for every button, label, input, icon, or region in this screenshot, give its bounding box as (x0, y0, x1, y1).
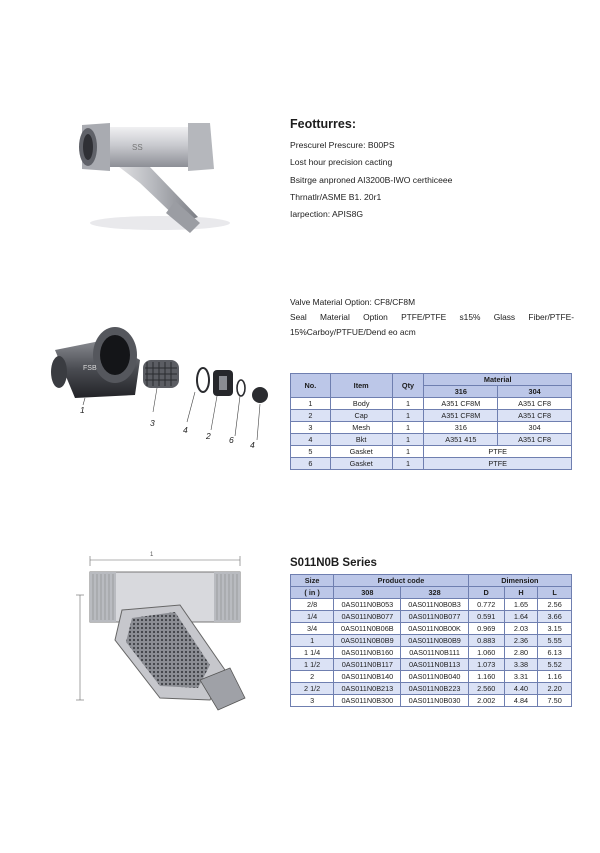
col-d: D (468, 587, 504, 599)
table-cell: 0.772 (468, 599, 504, 611)
svg-text:SS: SS (132, 143, 143, 152)
table-cell: 0AS011N0B077 (334, 611, 401, 623)
table-cell: Body (330, 398, 392, 410)
svg-text:FSB: FSB (83, 365, 97, 372)
col-l: L (538, 587, 572, 599)
size-table (290, 574, 572, 707)
table-row (291, 398, 572, 410)
exploded-view-photo (45, 300, 275, 450)
col-304: 304 (498, 386, 572, 398)
table-cell: 1/4 (291, 611, 334, 623)
col-size: Size (291, 575, 334, 587)
table-cell: 2 (291, 410, 331, 422)
callout-label: 4 (250, 440, 255, 450)
col-item: Item (330, 374, 392, 398)
table-cell: 2.002 (468, 695, 504, 707)
table-cell: 2.80 (504, 647, 538, 659)
table-cell: Mesh (330, 422, 392, 434)
table-cell: 5 (291, 446, 331, 458)
callout-label: 2 (206, 431, 211, 441)
table-cell: 0AS011N0B0B9 (334, 635, 401, 647)
col-product-code: Product code (334, 575, 468, 587)
table-cell: Gasket (330, 446, 392, 458)
table-cell: 1 1/2 (291, 659, 334, 671)
table-cell: 3 (291, 695, 334, 707)
table-cell: 1 (392, 434, 424, 446)
table-cell: A351 CF8 (498, 398, 572, 410)
table-cell: 2.560 (468, 683, 504, 695)
callout-label: 6 (229, 435, 234, 445)
parts-table (290, 373, 572, 470)
table-cell: A351 CF8 (498, 434, 572, 446)
features-list (290, 137, 452, 223)
feature-item: Bsitrge anproned AI3200B-IWO certhiceee (290, 174, 453, 185)
table-row (291, 635, 572, 647)
table-row (291, 683, 572, 695)
table-cell: 3.15 (538, 623, 572, 635)
table-cell: 1 (392, 398, 424, 410)
table-cell: 4 (291, 434, 331, 446)
col-no: No. (291, 374, 331, 398)
table-row (291, 446, 572, 458)
table-row (291, 434, 572, 446)
table-cell: 1 (392, 446, 424, 458)
col-size-unit: ( in ) (291, 587, 334, 599)
table-cell: A351 CF8 (498, 410, 572, 422)
table-cell: 0AS011N0B0B3 (401, 599, 468, 611)
table-cell: PTFE (424, 458, 572, 470)
table-cell: 0AS011N0B300 (334, 695, 401, 707)
col-code-304: 308 (334, 587, 401, 599)
table-cell: 1.160 (468, 671, 504, 683)
table-cell: 0AS011N0B140 (334, 671, 401, 683)
material-options (290, 295, 574, 340)
table-cell: 2.36 (504, 635, 538, 647)
table-row (291, 458, 572, 470)
table-cell: 0.883 (468, 635, 504, 647)
table-cell: 1 1/4 (291, 647, 334, 659)
table-cell: 0.969 (468, 623, 504, 635)
table-cell: 3.31 (504, 671, 538, 683)
table-cell: 5.55 (538, 635, 572, 647)
table-cell: 0AS011N0B06B (334, 623, 401, 635)
seal-material-option: Seal Material Option PTFE/PTFE s15% Glass Fiber/PTFE- (290, 312, 574, 322)
table-cell: 4.84 (504, 695, 538, 707)
table-cell: 0AS011N0B223 (401, 683, 468, 695)
table-cell: 7.50 (538, 695, 572, 707)
table-cell: Bkt (330, 434, 392, 446)
table-row (291, 659, 572, 671)
table-row (291, 410, 572, 422)
feature-item: Thrnatlr/ASME B1. 20r1 (290, 191, 382, 202)
table-cell: 0AS011N0B077 (401, 611, 468, 623)
table-cell: 5.52 (538, 659, 572, 671)
table-cell: 316 (424, 422, 498, 434)
table-cell: 0AS011N0B111 (401, 647, 468, 659)
table-cell: 1.16 (538, 671, 572, 683)
table-cell: 3 (291, 422, 331, 434)
table-cell: 0AS011N0B053 (334, 599, 401, 611)
table-cell: 0AS011N0B0B9 (401, 635, 468, 647)
table-cell: 2.56 (538, 599, 572, 611)
table-row (291, 671, 572, 683)
table-cell: 0AS011N0B040 (401, 671, 468, 683)
table-cell: 3.66 (538, 611, 572, 623)
table-cell: 1 (291, 398, 331, 410)
y-strainer-photo (70, 105, 240, 235)
feature-item: Lost hour precision cacting (290, 157, 393, 168)
table-cell: A351 415 (424, 434, 498, 446)
table-cell: 0AS011N0B117 (334, 659, 401, 671)
feature-item: Iarpection: APIS8G (290, 209, 364, 220)
table-cell: A351 CF8M (424, 410, 498, 422)
table-cell: 6.13 (538, 647, 572, 659)
table-row (291, 647, 572, 659)
callout-label: 4 (183, 425, 188, 435)
table-cell: 2.20 (538, 683, 572, 695)
series-title: S011N0B Series (290, 557, 377, 569)
col-qty: Qty (392, 374, 424, 398)
table-cell: 0AS011N0B00K (401, 623, 468, 635)
dimension-label: 1 (150, 552, 154, 558)
table-cell: 2 1/2 (291, 683, 334, 695)
table-cell: 0.591 (468, 611, 504, 623)
table-cell: 0AS011N0B030 (401, 695, 468, 707)
table-cell: Cap (330, 410, 392, 422)
table-cell: 1 (291, 635, 334, 647)
cutaway-drawing (60, 550, 260, 720)
table-cell: 1.060 (468, 647, 504, 659)
table-cell: 0AS011N0B160 (334, 647, 401, 659)
table-cell: 1.073 (468, 659, 504, 671)
table-cell: 1 (392, 422, 424, 434)
table-cell: 2 (291, 671, 334, 683)
col-316: 316 (424, 386, 498, 398)
table-cell: 1.64 (504, 611, 538, 623)
table-cell: 1.65 (504, 599, 538, 611)
table-cell: 0AS011N0B213 (334, 683, 401, 695)
table-cell: 3/4 (291, 623, 334, 635)
valve-material-option: Valve Material Option: CF8/CF8M (290, 297, 416, 307)
table-cell: A351 CF8M (424, 398, 498, 410)
table-cell: 2/8 (291, 599, 334, 611)
table-row (291, 611, 572, 623)
table-cell: PTFE (424, 446, 572, 458)
table-row (291, 422, 572, 434)
callout-label: 1 (80, 405, 85, 415)
table-cell: 1 (392, 410, 424, 422)
table-cell: 0AS011N0B113 (401, 659, 468, 671)
table-row (291, 695, 572, 707)
table-cell: Gasket (330, 458, 392, 470)
table-cell: 6 (291, 458, 331, 470)
col-material: Material (424, 374, 572, 386)
table-cell: 304 (498, 422, 572, 434)
features-title: Feotturres: (290, 117, 356, 131)
callout-label: 3 (150, 418, 155, 428)
col-h: H (504, 587, 538, 599)
table-row (291, 599, 572, 611)
seal-material-option-cont: 15%Carboy/PTFUE/Dend eo acm (290, 327, 416, 337)
col-code-316: 328 (401, 587, 468, 599)
table-cell: 2.03 (504, 623, 538, 635)
table-row (291, 623, 572, 635)
table-cell: 3.38 (504, 659, 538, 671)
table-cell: 1 (392, 458, 424, 470)
table-cell: 4.40 (504, 683, 538, 695)
feature-item: Prescurel Prescure: B00PS (290, 140, 395, 150)
col-dimension: Dimension (468, 575, 571, 587)
